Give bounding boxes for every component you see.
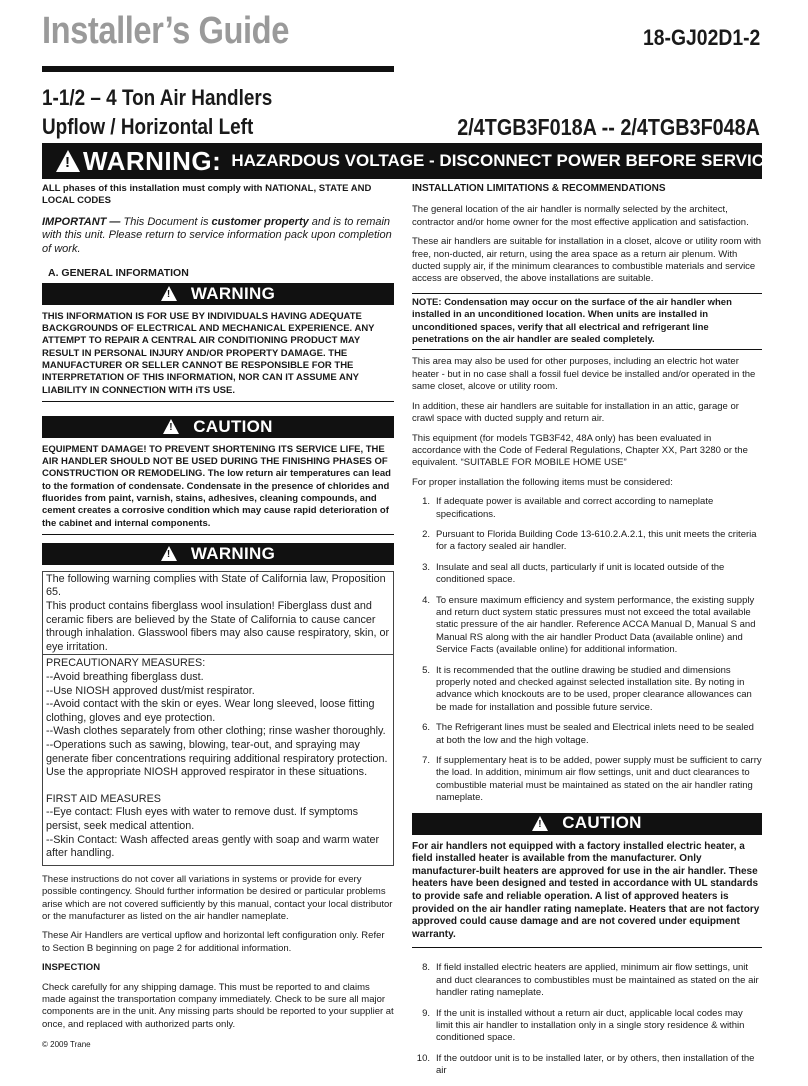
list-item bbox=[412, 665, 762, 715]
codes-notice: ALL phases of this installation must comply with NATIONAL, STATE AND LOCAL CODES bbox=[42, 183, 372, 207]
title-rule bbox=[42, 66, 394, 72]
document-number: 18-GJ02D1-2 bbox=[642, 25, 760, 50]
list-item-number: 10. bbox=[416, 1052, 430, 1064]
list-item-text: To ensure maximum efficiency and system performance, the existing supply and return duct system static pressures must not exceed the total available static pressure of the air handler. Reference ACCA Manual D, Manual S and Manual RS along with the air handler Product Data (available online) and Service Facts (available online) for additional information. bbox=[436, 594, 756, 656]
equipment-damage-caution: EQUIPMENT DAMAGE! TO PREVENT SHORTENING ITS SERVICE LIFE, THE AIR HANDLER SHOULD NOT BE USED DURING THE FINISHING PHASES OF CONSTRUCTION OR REMODELING. The low return air temperatures can lead to the formation of condensate. Condensate in the presence of chlorides and fluorides from paint, varnish, stains, adhesives, cleaning compounds, and cement creates a corrosive condition which may cause rapid deterioration of the cabinet and internal components. bbox=[42, 444, 394, 535]
mobile-home-paragraph: This equipment (for models TGB3F42, 48A only) has been evaluated in accordance with the Code of Federal Regulations, Chapter XX, Part 3280 or the equivalent. “SUITABLE FOR MOBILE HOME USE” bbox=[412, 432, 748, 469]
caution-banner bbox=[42, 416, 394, 438]
subtitle-configuration: Upflow / Horizontal Left bbox=[42, 114, 254, 139]
list-item bbox=[412, 496, 762, 521]
list-item-text: Pursuant to Florida Building Code 13-610.2.A.2.1, this unit meets the criteria for a factory sealed air handler. bbox=[436, 528, 757, 553]
hazard-warning-text: HAZARDOUS VOLTAGE - DISCONNECT POWER BEFORE SERVICING bbox=[231, 151, 795, 170]
list-item-number: 4. bbox=[422, 594, 430, 606]
warning-triangle-icon bbox=[161, 286, 177, 301]
important-notice bbox=[42, 216, 394, 257]
list-item-number: 9. bbox=[422, 1007, 430, 1019]
important-emphasis: customer property bbox=[211, 215, 309, 228]
list-item bbox=[412, 562, 762, 587]
copyright: © 2009 Trane bbox=[42, 1040, 91, 1049]
warning-banner-label: WARNING bbox=[190, 283, 276, 303]
first-aid-line: FIRST AID MEASURES bbox=[46, 792, 161, 805]
fiberglass-warning-text: This product contains fiberglass wool insulation! Fiberglass dust and ceramic fibers are believed by the State of California to cause cancer through inhalation. Glasswool fibers may also cause respiratory, skin, or eye irritation. bbox=[46, 600, 390, 653]
right-column bbox=[412, 183, 762, 1086]
warning-banner bbox=[42, 283, 394, 305]
list-item-text: If supplementary heat is to be added, power supply must be sufficient to carry the load. In addition, minimum air flow settings, unit and duct clearances to combustible material must be maintained as stated on the air handler rating nameplate. bbox=[436, 755, 762, 804]
list-item-text: If adequate power is available and correct according to nameplate specifications. bbox=[436, 496, 714, 520]
attic-installation-paragraph: In addition, these air handlers are suitable for installation in an attic, garage or crawl space with ducted supply and return air. bbox=[412, 400, 739, 425]
precaution-line: --Avoid contact with the skin or eyes. Wear long sleeved, loose fitting clothing, gloves and eye protection. bbox=[46, 698, 375, 724]
precaution-line: --Use NIOSH approved dust/mist respirator. bbox=[46, 684, 255, 697]
california-warning-body bbox=[43, 655, 393, 864]
precaution-line: --Operations such as sawing, blowing, tear-out, and spraying may generate fiber concentrations requiring additional respiratory protection. Use the appropriate NIOSH approved respirator in these situations. bbox=[46, 739, 388, 779]
list-item bbox=[412, 755, 762, 805]
precaution-line: --Avoid breathing fiberglass dust. bbox=[46, 671, 204, 684]
list-item bbox=[412, 1053, 762, 1078]
list-item-number: 7. bbox=[422, 755, 430, 767]
inspection-heading: INSPECTION bbox=[42, 962, 101, 974]
condensation-note: NOTE: Condensation may occur on the surface of the air handler when installed in an unconditioned location. When units are installed in unconditioned spaces, verify that all electrical and refrigerant line penetrations on the air handler are sealed completely. bbox=[412, 293, 762, 351]
important-text-2: and is to remain with this unit. Please return to service information pack upon completion of work. bbox=[42, 215, 392, 255]
left-column bbox=[42, 183, 394, 1038]
installation-limitations-heading: INSTALLATION LIMITATIONS & RECOMMENDATIONS bbox=[412, 183, 666, 194]
list-item bbox=[412, 1008, 762, 1045]
precaution-line: --Wash clothes separately from other clothing; rinse washer thoroughly. bbox=[46, 725, 386, 738]
list-item-text: Insulate and seal all ducts, particularly if unit is located outside of the conditioned space. bbox=[436, 561, 725, 586]
warning-banner bbox=[42, 543, 394, 565]
qualified-personnel-warning: THIS INFORMATION IS FOR USE BY INDIVIDUALS HAVING ADEQUATE BACKGROUNDS OF ELECTRICAL AND MECHANICAL EXPERIENCE. ANY ATTEMPT TO REPAIR A CENTRAL AIR CONDITIONING PRODUCT MAY RESULT IN PERSONAL INJURY AND/OR PROPERTY DAMAGE. THE MANUFACTURER OR SELLER CANNOT BE RESPONSIBLE FOR THE INTERPRETATION OF THIS INFORMATION, NOR CAN IT ASSUME ANY LIABILITY IN CONNECTION WITH iTS USE. bbox=[42, 311, 394, 402]
warning-triangle-icon bbox=[56, 150, 80, 172]
considerations-intro: For proper installation the following items must be considered: bbox=[412, 476, 673, 488]
inspection-paragraph: Check carefully for any shipping damage. This must be reported to and claims made against the transportation company immediately. Check to be sure all major components are in the unit. Any missing parts should be reported to your supplier at once, and replaced with authorized parts only. bbox=[42, 981, 394, 1030]
list-item-number: 5. bbox=[422, 664, 430, 676]
important-text-1: This Document is bbox=[120, 215, 212, 228]
closet-installation-paragraph: These air handlers are suitable for installation in a closet, alcove or utility room with free, non-ducted, air return, using the area space as a return air plenum. With ducted supply air, if the minimum clearances to combustible materials and service access are observed, the above installations are suitable. bbox=[412, 236, 762, 285]
list-item bbox=[412, 722, 762, 747]
subtitle-capacity: 1-1/2 – 4 Ton Air Handlers bbox=[42, 85, 273, 110]
caution-triangle-icon bbox=[163, 419, 179, 434]
california-warning-box bbox=[42, 571, 394, 866]
california-warning-top bbox=[43, 572, 393, 656]
hazard-warning-banner bbox=[42, 143, 795, 179]
list-item bbox=[412, 529, 762, 554]
caution-banner bbox=[412, 813, 762, 835]
list-item-number: 1. bbox=[422, 496, 430, 508]
list-item-number: 8. bbox=[422, 962, 430, 974]
list-item bbox=[412, 595, 762, 657]
considerations-list-continued bbox=[412, 962, 762, 1077]
list-item-text: If the outdoor unit is to be installed later, or by others, then installation of the air bbox=[436, 1052, 755, 1077]
important-label: IMPORTANT — bbox=[42, 215, 121, 228]
warning-triangle-icon bbox=[161, 546, 177, 561]
first-aid-line: --Eye contact: Flush eyes with water to remove dust. If symptoms persist, seek medical attention. bbox=[46, 806, 359, 832]
document-title: Installer’s Guide bbox=[42, 10, 289, 52]
warning-banner-label: WARNING bbox=[190, 543, 276, 563]
other-uses-paragraph: This area may also be used for other purposes, including an electric hot water heater - but in no case shall a fossil fuel device be installed and/or operated in the same closet, alcove or utility room. bbox=[412, 356, 756, 393]
instructions-coverage-paragraph: These instructions do not cover all variations in systems or provide for every possible contingency. Should further information be desired or particular problems arise which are not covered sufficiently by this manual, contact your local distributor or the manufacturer as listed on the air handler nameplate. bbox=[42, 873, 393, 922]
configuration-paragraph: These Air Handlers are vertical upflow and horizontal left configuration only. Refer to Section B beginning on page 2 for additional information. bbox=[42, 930, 385, 954]
list-item-number: 2. bbox=[422, 528, 430, 540]
location-paragraph: The general location of the air handler is normally selected by the architect, contractor and/or home owner for the most effective application and satisfaction. bbox=[412, 204, 749, 228]
section-heading-general-information: A. GENERAL INFORMATION bbox=[48, 267, 189, 280]
hazard-warning-label: WARNING: bbox=[83, 145, 222, 176]
proposition-65-statement: The following warning complies with State of California law, Proposition 65. bbox=[46, 572, 386, 599]
caution-banner-label: CAUTION bbox=[193, 416, 273, 436]
list-item-number: 3. bbox=[422, 561, 430, 573]
precaution-line: PRECAUTIONARY MEASURES: bbox=[46, 657, 206, 670]
list-item-text: It is recommended that the outline drawing be studied and dimensions properly noted and checked against selected installation site. By noting in advance which knockouts are to be used, proper clearance allowances can be made for installation and possible future service. bbox=[436, 664, 752, 713]
model-numbers: 2/4TGB3F018A -- 2/4TGB3F048A bbox=[457, 114, 760, 140]
list-item-text: If field installed electric heaters are applied, minimum air flow settings, unit and duct clearances to combustibles must be maintained as stated on the air handler rating nameplate. bbox=[436, 962, 759, 999]
first-aid-line: --Skin Contact: Wash affected areas gently with soap and warm water after handling. bbox=[46, 833, 380, 860]
list-item-number: 6. bbox=[422, 722, 430, 734]
list-item-text: The Refrigerant lines must be sealed and Electrical inlets need to be sealed at both the low and the high voltage. bbox=[436, 722, 754, 746]
list-item-text: If the unit is installed without a return air duct, applicable local codes may limit this air handler to installation only in a single story residence & within conditioned space. bbox=[436, 1007, 745, 1044]
caution-banner-label: CAUTION bbox=[562, 813, 642, 833]
considerations-list bbox=[412, 496, 762, 805]
caution-triangle-icon bbox=[532, 816, 548, 831]
heater-caution: For air handlers not equipped with a factory installed electric heater, a field installed heater is available from the manufacturer. Only manufacturer-built heaters are approved for use in the air handler. These heaters have been designed and tested in accordance with UL standards to provide safe and reliable operation. A list of approved heaters is provided on the air handler rating nameplate. Heaters that are not factory approved could cause damage and are not covered under equipment warranty. bbox=[412, 841, 762, 949]
list-item bbox=[412, 962, 762, 999]
